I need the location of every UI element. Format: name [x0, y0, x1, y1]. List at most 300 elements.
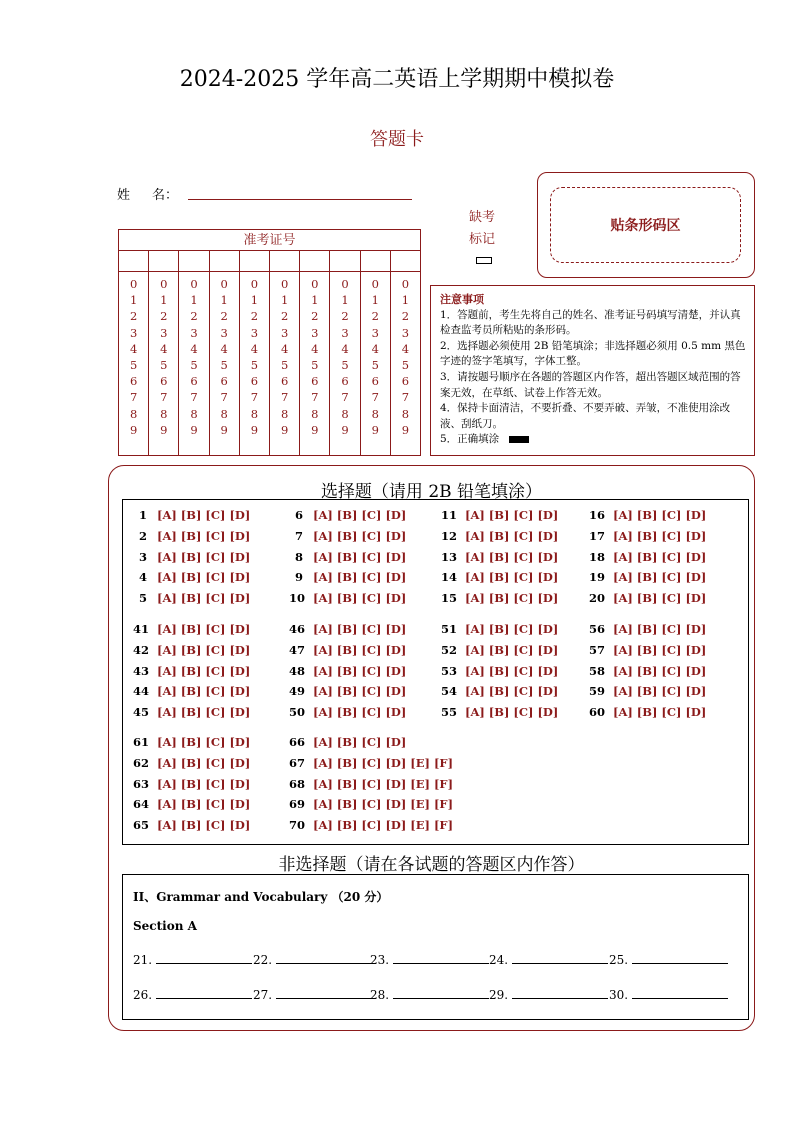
ticket-digit-bubble[interactable]: 3	[160, 325, 168, 340]
choice-question[interactable]	[133, 643, 250, 657]
ticket-digit-bubble[interactable]: 3	[401, 325, 410, 340]
choice-question[interactable]	[289, 508, 406, 522]
answer-options[interactable]: [A] [B] [C] [D]	[313, 570, 407, 585]
question-number: 12	[441, 528, 458, 543]
ticket-digit-bubble[interactable]: 5	[160, 358, 168, 373]
blank-number: 25.	[609, 953, 629, 967]
ticket-digit-bubble[interactable]: 2	[160, 309, 168, 324]
ticket-entry-cell[interactable]	[270, 251, 300, 271]
ticket-entry-cell[interactable]	[330, 251, 360, 271]
ticket-entry-cell[interactable]	[240, 251, 270, 271]
ticket-digit-bubble[interactable]: 2	[250, 309, 259, 324]
answer-options[interactable]: [A] [B] [C] [D] [E] [F]	[313, 755, 454, 770]
question-number: 4	[138, 570, 147, 585]
ticket-digit-bubble[interactable]: 6	[220, 374, 228, 389]
ticket-digit-column	[119, 272, 149, 455]
question-number: 58	[589, 663, 606, 678]
blank-line[interactable]	[393, 963, 489, 964]
choice-question[interactable]	[133, 684, 250, 698]
ticket-digit-bubble[interactable]: 1	[129, 293, 138, 308]
ticket-digit-bubble[interactable]: 2	[401, 309, 410, 324]
choice-question[interactable]	[289, 756, 453, 770]
ticket-digit-bubble[interactable]: 8	[341, 406, 349, 421]
ticket-digit-bubble[interactable]: 6	[311, 374, 319, 389]
absent-mark-label	[466, 207, 498, 251]
page-title: 2024-2025 学年高二英语上学期期中模拟卷	[179, 67, 615, 92]
choice-question[interactable]	[133, 818, 250, 832]
ticket-digit-bubble[interactable]: 7	[250, 390, 259, 405]
ticket-digit-bubble[interactable]: 1	[341, 293, 349, 308]
choice-question[interactable]	[289, 591, 406, 605]
blank-number: 27.	[253, 988, 273, 1002]
choice-question[interactable]	[289, 664, 406, 678]
choice-question[interactable]	[589, 705, 706, 719]
answer-options[interactable]: [A] [B] [C] [D]	[313, 622, 407, 636]
question-number: 60	[589, 705, 606, 720]
ticket-digit-bubble[interactable]: 1	[371, 293, 379, 308]
notes-item: 2．选择题必须使用 2B 铅笔填涂；非选择题必须用 0.5 mm 黑色字迹的签字笔填写，字体工整。	[440, 339, 746, 368]
choice-question[interactable]	[589, 622, 706, 636]
choice-question[interactable]	[589, 684, 706, 698]
choice-question[interactable]	[133, 591, 250, 605]
barcode-label: 贴条形码区	[550, 187, 741, 263]
choice-question[interactable]	[589, 664, 706, 678]
ticket-digit-bubble[interactable]: 0	[190, 277, 198, 291]
ticket-digit-bubble[interactable]: 4	[341, 341, 349, 356]
choice-question[interactable]	[589, 529, 706, 543]
choice-question[interactable]	[589, 508, 706, 522]
answer-options[interactable]: [A] [B] [C] [D]	[465, 549, 559, 564]
ticket-digit-bubble[interactable]: 3	[371, 325, 379, 340]
ticket-digit-bubble[interactable]: 3	[311, 325, 319, 340]
ticket-digit-bubble[interactable]: 9	[371, 422, 379, 437]
question-number: 14	[441, 570, 458, 585]
notes-item: 4．保持卡面清洁，不要折叠、不要弄破、弄皱，不准使用涂改液、刮纸刀。	[440, 402, 731, 430]
ticket-entry-cell[interactable]	[149, 251, 179, 271]
answer-options[interactable]: [A] [B] [C] [D]	[613, 642, 707, 657]
choice-question[interactable]	[133, 777, 250, 791]
blank-answer-field[interactable]	[253, 988, 372, 1002]
ticket-digit-bubble[interactable]: 7	[220, 390, 228, 405]
ticket-digit-bubble[interactable]: 0	[280, 277, 289, 291]
blank-answer-field[interactable]	[370, 988, 489, 1002]
ticket-digit-bubble[interactable]: 6	[371, 374, 379, 389]
answer-options[interactable]: [A] [B] [C] [D]	[157, 663, 251, 678]
answer-options[interactable]: [A] [B] [C] [D]	[313, 735, 407, 749]
ticket-digit-bubble[interactable]: 2	[341, 309, 349, 324]
answer-options[interactable]: [A] [B] [C] [D] [E] [F]	[313, 776, 454, 791]
question-number: 65	[133, 818, 150, 833]
section-a-heading: Section A	[133, 919, 197, 933]
ticket-digit-bubble[interactable]: 8	[371, 406, 379, 421]
ticket-digit-column	[391, 272, 420, 455]
ticket-digit-bubble[interactable]: 4	[220, 341, 228, 356]
choice-question[interactable]	[289, 777, 453, 791]
question-number: 3	[138, 549, 147, 564]
ticket-digit-column	[149, 272, 179, 455]
choice-question[interactable]	[133, 508, 250, 522]
blank-number: 30.	[609, 988, 629, 1002]
answer-options[interactable]: [A] [B] [C] [D]	[465, 622, 559, 636]
answer-options[interactable]: [A] [B] [C] [D]	[613, 705, 707, 720]
ticket-number-entry-row	[119, 251, 420, 272]
ticket-digit-bubble[interactable]: 0	[401, 277, 410, 291]
answer-options[interactable]: [A] [B] [C] [D]	[613, 663, 707, 678]
answer-options[interactable]: [A] [B] [C] [D]	[313, 642, 407, 657]
blank-line[interactable]	[276, 963, 372, 964]
name-label-part2: 名：	[152, 188, 179, 203]
ticket-digit-bubble[interactable]: 3	[220, 325, 228, 340]
choice-question[interactable]	[289, 735, 406, 749]
ticket-digit-bubble[interactable]: 7	[190, 390, 198, 405]
question-number: 50	[289, 705, 306, 720]
ticket-digit-bubble[interactable]: 8	[220, 406, 228, 421]
answer-options[interactable]: [A] [B] [C] [D]	[157, 705, 251, 720]
blank-number: 22.	[253, 953, 273, 967]
answer-options[interactable]: [A] [B] [C] [D]	[313, 528, 407, 543]
ticket-digit-bubble[interactable]: 9	[129, 422, 138, 437]
answer-options[interactable]: [A] [B] [C] [D]	[157, 735, 251, 749]
answer-options[interactable]: [A] [B] [C] [D]	[157, 684, 251, 699]
choice-question[interactable]	[289, 684, 406, 698]
ticket-digit-bubble[interactable]: 7	[160, 390, 168, 405]
choice-question[interactable]	[289, 622, 406, 636]
ticket-digit-bubble[interactable]: 2	[129, 309, 138, 324]
answer-options[interactable]: [A] [B] [C] [D]	[157, 755, 251, 770]
ticket-digit-bubble[interactable]: 7	[280, 390, 289, 405]
ticket-digit-bubble[interactable]: 5	[190, 358, 198, 373]
answer-options[interactable]: [A] [B] [C] [D] [E] [F]	[313, 818, 454, 833]
answer-options[interactable]: [A] [B] [C] [D]	[157, 549, 251, 564]
ticket-digit-bubble[interactable]: 4	[280, 341, 289, 356]
question-number: 53	[441, 663, 458, 678]
choice-question[interactable]	[441, 570, 558, 584]
ticket-digit-bubble[interactable]: 1	[280, 293, 289, 308]
ticket-digit-bubble[interactable]: 7	[341, 390, 349, 405]
ticket-digit-bubble[interactable]: 0	[250, 277, 259, 291]
answer-options[interactable]: [A] [B] [C] [D]	[465, 705, 559, 720]
ticket-digit-bubble[interactable]: 8	[190, 406, 198, 421]
blank-number: 26.	[133, 988, 153, 1002]
notes-item: 3．请按题号顺序在各题的答题区内作答，超出答题区域范围的答案无效，在草纸、试卷上作答无效。	[440, 370, 741, 399]
ticket-entry-cell[interactable]	[119, 251, 149, 271]
choice-question[interactable]	[589, 643, 706, 657]
choice-question[interactable]	[289, 705, 406, 719]
answer-options[interactable]: [A] [B] [C] [D]	[465, 591, 559, 606]
ticket-digit-bubble[interactable]: 2	[311, 309, 319, 324]
ticket-digit-bubble[interactable]: 9	[280, 422, 289, 437]
choice-question[interactable]	[441, 622, 558, 636]
choice-question[interactable]	[133, 797, 250, 811]
ticket-digit-bubble[interactable]: 5	[129, 358, 138, 373]
choice-question[interactable]	[289, 529, 406, 543]
question-number: 56	[589, 622, 606, 636]
answer-options[interactable]: [A] [B] [C] [D]	[157, 508, 251, 522]
answer-options[interactable]: [A] [B] [C] [D]	[613, 549, 707, 564]
answer-options[interactable]: [A] [B] [C] [D]	[157, 570, 251, 585]
answer-options[interactable]: [A] [B] [C] [D]	[613, 508, 707, 522]
question-number: 5	[138, 591, 147, 606]
blank-line[interactable]	[156, 998, 252, 999]
question-number: 52	[441, 642, 458, 657]
choice-question[interactable]	[589, 570, 706, 584]
choice-question[interactable]	[441, 643, 558, 657]
ticket-digit-bubble[interactable]: 8	[250, 406, 259, 421]
ticket-digit-bubble[interactable]: 9	[311, 422, 319, 437]
ticket-digit-bubble[interactable]: 0	[220, 277, 228, 291]
answer-options[interactable]: [A] [B] [C] [D]	[613, 684, 707, 699]
ticket-digit-bubble[interactable]: 9	[160, 422, 168, 437]
choice-question[interactable]	[441, 664, 558, 678]
question-number: 19	[589, 570, 606, 585]
blank-line[interactable]	[512, 998, 608, 999]
ticket-digit-bubble[interactable]: 6	[401, 374, 410, 389]
question-number: 57	[589, 642, 606, 657]
choice-question[interactable]	[289, 570, 406, 584]
blank-answer-field[interactable]	[370, 953, 489, 967]
ticket-digit-bubble[interactable]: 9	[341, 422, 349, 437]
question-number: 45	[133, 705, 150, 720]
ticket-digit-bubble[interactable]: 1	[160, 293, 168, 308]
question-number: 48	[289, 663, 306, 678]
name-field[interactable]	[188, 199, 412, 200]
answer-options[interactable]: [A] [B] [C] [D]	[157, 528, 251, 543]
choice-question[interactable]	[133, 664, 250, 678]
ticket-digit-bubble[interactable]: 3	[250, 325, 259, 340]
answer-options[interactable]: [A] [B] [C] [D]	[313, 684, 407, 699]
answer-options[interactable]: [A] [B] [C] [D]	[157, 622, 251, 636]
choice-question[interactable]	[133, 735, 250, 749]
absent-label-line2: 标记	[468, 232, 495, 247]
question-number: 16	[589, 508, 606, 522]
ticket-digit-bubble[interactable]: 2	[280, 309, 289, 324]
blank-answer-field[interactable]	[133, 988, 252, 1002]
choice-question[interactable]	[289, 550, 406, 564]
question-number: 2	[138, 528, 147, 543]
choice-question[interactable]	[289, 818, 453, 832]
choice-question[interactable]	[133, 756, 250, 770]
blank-line[interactable]	[156, 963, 252, 964]
question-number: 61	[133, 735, 150, 749]
ticket-digit-columns	[119, 272, 420, 455]
ticket-entry-cell[interactable]	[300, 251, 330, 271]
ticket-digit-bubble[interactable]: 2	[190, 309, 198, 324]
question-number: 59	[589, 684, 606, 699]
answer-options[interactable]: [A] [B] [C] [D]	[465, 684, 559, 699]
ticket-digit-bubble[interactable]: 8	[160, 406, 168, 421]
ticket-digit-bubble[interactable]: 6	[160, 374, 168, 389]
ticket-number-grid	[118, 229, 421, 456]
choice-question[interactable]	[133, 529, 250, 543]
question-number: 15	[441, 591, 458, 606]
ticket-digit-bubble[interactable]: 8	[401, 406, 410, 421]
answer-options[interactable]: [A] [B] [C] [D]	[613, 591, 707, 606]
notes-title: 注意事项	[440, 293, 484, 306]
ticket-digit-bubble[interactable]: 6	[129, 374, 138, 389]
ticket-digit-bubble[interactable]: 7	[401, 390, 410, 405]
question-number: 18	[589, 549, 606, 564]
choice-question[interactable]	[133, 550, 250, 564]
answer-options[interactable]: [A] [B] [C] [D]	[313, 508, 407, 522]
ticket-digit-bubble[interactable]: 3	[280, 325, 289, 340]
question-number: 6	[294, 508, 303, 522]
answer-options[interactable]: [A] [B] [C] [D]	[313, 705, 407, 720]
choice-question[interactable]	[441, 705, 558, 719]
ticket-digit-bubble[interactable]: 1	[220, 293, 228, 308]
choice-question[interactable]	[441, 591, 558, 605]
choice-question[interactable]	[441, 529, 558, 543]
ticket-digit-bubble[interactable]: 1	[190, 293, 198, 308]
ticket-digit-bubble[interactable]: 7	[371, 390, 379, 405]
ticket-digit-bubble[interactable]: 0	[129, 277, 138, 291]
ticket-digit-bubble[interactable]: 5	[341, 358, 349, 373]
blank-line[interactable]	[276, 998, 372, 999]
question-number: 10	[289, 591, 306, 606]
choice-question[interactable]	[289, 643, 406, 657]
question-number: 43	[133, 663, 150, 678]
ticket-digit-bubble[interactable]: 4	[371, 341, 379, 356]
ticket-digit-bubble[interactable]: 5	[250, 358, 259, 373]
question-number: 13	[441, 549, 458, 564]
ticket-digit-bubble[interactable]: 6	[280, 374, 289, 389]
ticket-digit-bubble[interactable]: 0	[341, 277, 349, 291]
answer-options[interactable]: [A] [B] [C] [D]	[613, 528, 707, 543]
ticket-digit-bubble[interactable]: 4	[250, 341, 259, 356]
ticket-digit-bubble[interactable]: 1	[401, 293, 410, 308]
answer-options[interactable]: [A] [B] [C] [D]	[313, 549, 407, 564]
answer-options[interactable]: [A] [B] [C] [D]	[465, 570, 559, 585]
answer-options[interactable]: [A] [B] [C] [D]	[465, 663, 559, 678]
choice-section-title: 选择题（请用 2B 铅笔填涂）	[320, 482, 543, 502]
ticket-digit-bubble[interactable]: 3	[341, 325, 349, 340]
answer-options[interactable]: [A] [B] [C] [D]	[157, 591, 251, 606]
notes-sample-row	[440, 432, 746, 448]
ticket-digit-bubble[interactable]: 8	[129, 406, 138, 421]
blank-answer-field[interactable]	[133, 953, 252, 967]
blank-number: 23.	[370, 953, 390, 967]
ticket-digit-bubble[interactable]: 4	[190, 341, 198, 356]
ticket-digit-bubble[interactable]: 4	[129, 341, 138, 356]
ticket-digit-bubble[interactable]: 5	[311, 358, 319, 373]
ticket-digit-bubble[interactable]: 0	[371, 277, 379, 291]
ticket-digit-bubble[interactable]: 9	[190, 422, 198, 437]
question-number: 9	[294, 570, 303, 585]
blank-answer-field[interactable]	[609, 953, 728, 967]
ticket-entry-cell[interactable]	[210, 251, 240, 271]
ticket-digit-bubble[interactable]: 6	[250, 374, 259, 389]
notes-sample-label: 5．正确填涂	[440, 433, 500, 446]
ticket-digit-bubble[interactable]: 0	[160, 277, 168, 291]
absent-mark-box[interactable]	[476, 257, 492, 264]
ticket-digit-bubble[interactable]: 2	[220, 309, 228, 324]
answer-options[interactable]: [A] [B] [C] [D]	[157, 776, 251, 791]
free-section-title: 非选择题（请在各试题的答题区内作答）	[278, 855, 585, 875]
ticket-entry-cell[interactable]	[179, 251, 209, 271]
question-number: 51	[441, 622, 458, 636]
ticket-digit-bubble[interactable]: 3	[190, 325, 198, 340]
choice-question[interactable]	[441, 550, 558, 564]
ticket-digit-bubble[interactable]: 9	[220, 422, 228, 437]
ticket-digit-bubble[interactable]: 4	[311, 341, 319, 356]
blank-line[interactable]	[393, 998, 489, 999]
choice-question[interactable]	[441, 508, 558, 522]
blank-number: 29.	[489, 988, 509, 1002]
ticket-digit-column	[361, 272, 391, 455]
blank-answer-field[interactable]	[609, 988, 728, 1002]
ticket-digit-bubble[interactable]: 6	[341, 374, 349, 389]
answer-options[interactable]: [A] [B] [C] [D]	[465, 508, 559, 522]
blank-line[interactable]	[512, 963, 608, 964]
blank-answer-field[interactable]	[253, 953, 372, 967]
ticket-digit-bubble[interactable]: 6	[190, 374, 198, 389]
answer-options[interactable]: [A] [B] [C] [D]	[465, 642, 559, 657]
ticket-entry-cell[interactable]	[361, 251, 391, 271]
choice-question[interactable]	[589, 550, 706, 564]
notes-item: 1．答题前，考生先将自己的姓名、准考证号码填写清楚，并认真检查监考员所粘贴的条形码。	[440, 308, 741, 337]
ticket-digit-bubble[interactable]: 7	[129, 390, 138, 405]
answer-options[interactable]: [A] [B] [C] [D]	[157, 797, 251, 812]
question-number: 49	[289, 684, 306, 699]
question-number: 62	[133, 755, 150, 770]
ticket-digit-bubble[interactable]: 3	[129, 325, 138, 340]
ticket-digit-column	[300, 272, 330, 455]
ticket-digit-bubble[interactable]: 5	[401, 358, 410, 373]
answer-options[interactable]: [A] [B] [C] [D]	[465, 528, 559, 543]
question-number: 7	[294, 528, 303, 543]
name-label-part1: 姓	[117, 188, 131, 203]
choice-question[interactable]	[441, 684, 558, 698]
question-number: 66	[289, 735, 306, 749]
ticket-digit-bubble[interactable]: 8	[311, 406, 319, 421]
ticket-digit-bubble[interactable]: 4	[160, 341, 168, 356]
answer-options[interactable]: [A] [B] [C] [D]	[613, 570, 707, 585]
ticket-digit-bubble[interactable]: 1	[311, 293, 319, 308]
ticket-digit-bubble[interactable]: 7	[311, 390, 319, 405]
answer-options[interactable]: [A] [B] [C] [D]	[157, 642, 251, 657]
ticket-digit-bubble[interactable]: 5	[280, 358, 289, 373]
answer-options[interactable]: [A] [B] [C] [D]	[157, 818, 251, 833]
blank-line[interactable]	[632, 963, 728, 964]
answer-options[interactable]: [A] [B] [C] [D] [E] [F]	[313, 797, 454, 812]
ticket-number-title: 准考证号	[119, 230, 420, 251]
question-number: 67	[289, 755, 306, 770]
blank-line[interactable]	[632, 998, 728, 999]
ticket-digit-bubble[interactable]: 9	[401, 422, 410, 437]
ticket-digit-bubble[interactable]: 0	[311, 277, 319, 291]
answer-options[interactable]: [A] [B] [C] [D]	[313, 663, 407, 678]
choice-question[interactable]	[589, 591, 706, 605]
blank-answer-field[interactable]	[489, 988, 608, 1002]
ticket-digit-column	[179, 272, 209, 455]
answer-options[interactable]: [A] [B] [C] [D]	[613, 622, 707, 636]
ticket-digit-bubble[interactable]: 2	[371, 309, 379, 324]
ticket-digit-bubble[interactable]: 9	[250, 422, 259, 437]
ticket-digit-bubble[interactable]: 5	[371, 358, 379, 373]
choice-question[interactable]	[289, 797, 453, 811]
ticket-digit-bubble[interactable]: 5	[220, 358, 228, 373]
filled-sample-mark	[509, 436, 529, 443]
name-label	[117, 184, 178, 203]
ticket-digit-bubble[interactable]: 4	[401, 341, 410, 356]
ticket-digit-bubble[interactable]: 8	[280, 406, 289, 421]
choice-question[interactable]	[133, 622, 250, 636]
ticket-entry-cell[interactable]	[391, 251, 420, 271]
blank-answer-field[interactable]	[489, 953, 608, 967]
choice-question[interactable]	[133, 570, 250, 584]
choice-question[interactable]	[133, 705, 250, 719]
answer-options[interactable]: [A] [B] [C] [D]	[313, 591, 407, 606]
ticket-digit-bubble[interactable]: 1	[250, 293, 259, 308]
